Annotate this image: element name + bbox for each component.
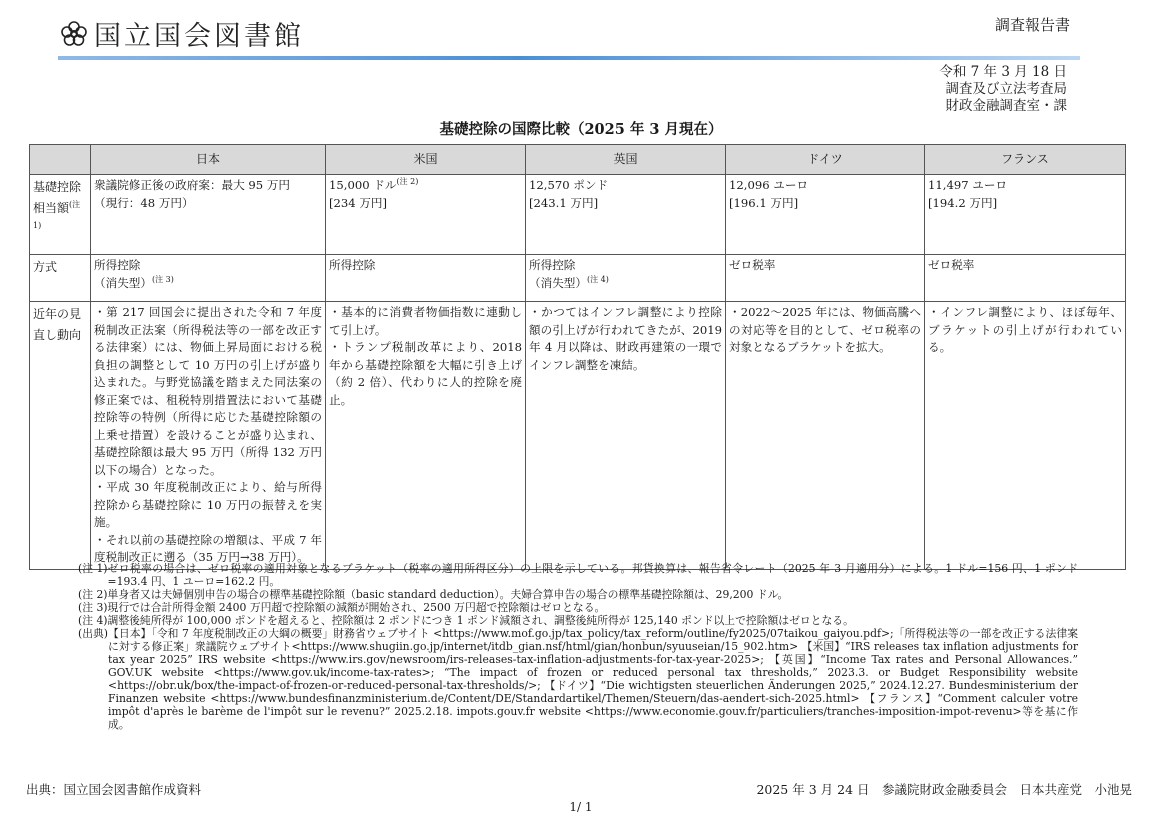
table-header-row [30, 145, 1126, 175]
chrysanthemum-logo-icon [58, 18, 90, 50]
cell-japan: 衆議院修正後の政府案：最大 95 万円 （現行：48 万円） [91, 175, 326, 255]
ndl-logo [58, 14, 304, 53]
cell-germany: 12,096 ユーロ [196.1 万円] [726, 175, 925, 255]
cell-usa: ・基本的に消費者物価指数に連動して引上げ。 ・トランプ税制改革により、2018 年から基礎控除額を大幅に引き上げ（約 2 倍）、代わりに人的控除を廃止。 [326, 302, 526, 570]
comparison-table [29, 144, 1126, 570]
row-label-recent-revisions: 近年の見直し動向 [30, 302, 91, 570]
footnote: (注 1) ゼロ税率の場合は、ゼロ税率の適用対象となるブラケット（税率の適用所得区分）の上限を示している。邦貨換算は、報告省令レート（2025 年 3 月適用分）による。1 ドル=156 円、1 ポンド=193.4 円、1 ユーロ=162.2 円。 [78, 562, 1078, 588]
cell-uk: 所得控除 （消失型）$^{(注 4)}$ [526, 255, 726, 302]
table-row [30, 255, 1126, 302]
footnotes [78, 562, 1078, 731]
document-type: 調査報告書 [994, 16, 1070, 34]
document-meta [939, 64, 1067, 115]
cell-japan: ・第 217 回国会に提出された令和 7 年度税制改正法案（所得税法等の一部を改正する法律案）には、物価上昇局面における税負担の調整として 10 万円の引上げが盛り込まれた。与野党協議を踏まえた同法案の修正案では、租税特別措置法において基礎控除等の特例（所得に応じた基礎控除額の上乗せ措置）を設けることが盛り込まれ、基礎控除額は最大 95 万円（所得 132 万円以下の場合）となった。 ・平成 30 年度税制改正により、給与所得控除から基礎控除に 10 万円の振替えを実施。 ・それ以前の基礎控除の増額は、平成 7 年度税制改正に遡る（35 万円→38 万円）。 [91, 302, 326, 570]
table-row [30, 302, 1126, 570]
footnote: (注 3) 現行では合計所得金額 2400 万円超で控除額の減額が開始され、2500 万円超で控除額はゼロとなる。 [78, 601, 606, 614]
header-divider [58, 56, 1080, 60]
cell-france: 11,497 ユーロ [194.2 万円] [925, 175, 1126, 255]
header-corner [30, 145, 91, 175]
cell-germany: ・2022～2025 年には、物価高騰への対応等を目的として、ゼロ税率の対象となるブラケットを拡大。 [726, 302, 925, 570]
cell-uk: 12,570 ポンド [243.1 万円] [526, 175, 726, 255]
cell-uk: ・かつてはインフレ調整により控除額の引上げが行われてきたが、2019 年 4 月以降は、財政再建策の一環でインフレ調整を凍結。 [526, 302, 726, 570]
header-germany: ドイツ [726, 145, 925, 175]
cell-germany: ゼロ税率 [726, 255, 925, 302]
header-uk: 英国 [526, 145, 726, 175]
table-title: 基礎控除の国際比較（2025 年 3 月現在） [439, 121, 723, 138]
cell-japan: 所得控除 （消失型）$^{(注 3)}$ [91, 255, 326, 302]
source-note: (出典) 【日本】「令和 7 年度税制改正の大綱の概要」財務省ウェブサイト <https://www.mof.go.jp/tax_policy/tax_reform/outline/fy2025/07taikou_gaiyou.pdf>;「所得税法等の一部を改正する法律案に対する修正案」衆議院ウェブサイト<https://www.shugiin.go.jp/internet/itdb_gian.nsf/html/gian/honbun/syuuseian/15_902.htm> 【米国】“IRS releases tax inflation adjustments for tax year 2025” IRS website <https://www.irs.gov/newsroom/irs-releases-tax-inflation-adjustments-for-tax-year-2025>; 【英国】“Income Tax rates and Personal Allowances.” GOV.UK website <https://www.gov.uk/income-tax-rates>; “The impact of frozen or reduced personal tax thresholds,” 2023.3. or Budget Responsibility website <https://obr.uk/box/the-impact-of-frozen-or-reduced-personal-tax-thresholds/>; 【ドイツ】“Die wichtigsten steuerlichen Änderungen 2025,” 2024.12.27. Bundesministerium der Finanzen website <https://www.bundesfinanzministerium.de/Content/DE/Standardartikel/Themen/Steuern/das-aendert-sich-2025.html> 【フランス】“Comment calculer votre impôt d'après le barème de l'impôt sur le revenu?” 2025.2.18. impots.gouv.fr website <https://www.economie.gouv.fr/particuliers/tranches-imposition-impot-revenu>等を基に作成。 [78, 627, 1078, 731]
footnote: (注 4) 調整後純所得が 100,000 ポンドを超えると、控除額は 2 ポンドにつき 1 ポンド減額され、調整後純所得が 125,140 ポンド以上で控除額はゼロとなる。 [78, 614, 854, 627]
header-japan: 日本 [91, 145, 326, 175]
meta-dept1: 調査及び立法考査局 [945, 81, 1067, 97]
row-label-method: 方式 [30, 255, 91, 302]
logo-text: 国立国会図書館 [94, 21, 304, 52]
cell-france: ・インフレ調整により、ほぼ毎年、ブラケットの引上げが行われている。 [925, 302, 1126, 570]
header-usa: 米国 [326, 145, 526, 175]
meta-date: 令和 7 年 3 月 18 日 [939, 64, 1067, 80]
cell-usa: 15,000 ドル$^{(注 2)}$ [234 万円] [326, 175, 526, 255]
note-ref: (注 1) [33, 200, 81, 230]
note-ref: (注 4) [586, 274, 609, 284]
meta-dept2: 財政金融調査室・課 [945, 98, 1067, 114]
header-france: フランス [925, 145, 1126, 175]
cell-usa: 所得控除 [326, 255, 526, 302]
note-ref: (注 3) [151, 274, 174, 284]
footer-source: 出典：国立国会図書館作成資料 [26, 782, 202, 797]
note-ref: (注 2) [396, 177, 419, 187]
page-number: 1/ 1 [569, 800, 593, 814]
footer-attribution: 2025 年 3 月 24 日 参議院財政金融委員会 日本共産党 小池晃 [756, 782, 1132, 797]
row-label-deduction-amount: 基礎控除相当額$^{(注 1)}$ [30, 175, 91, 255]
table-row [30, 175, 1126, 255]
cell-france: ゼロ税率 [925, 255, 1126, 302]
footnote: (注 2) 単身者又は夫婦個別申告の場合の標準基礎控除額（basic standard deduction）。夫婦合算申告の場合の標準基礎控除額は、29,200 ドル。 [78, 588, 789, 601]
